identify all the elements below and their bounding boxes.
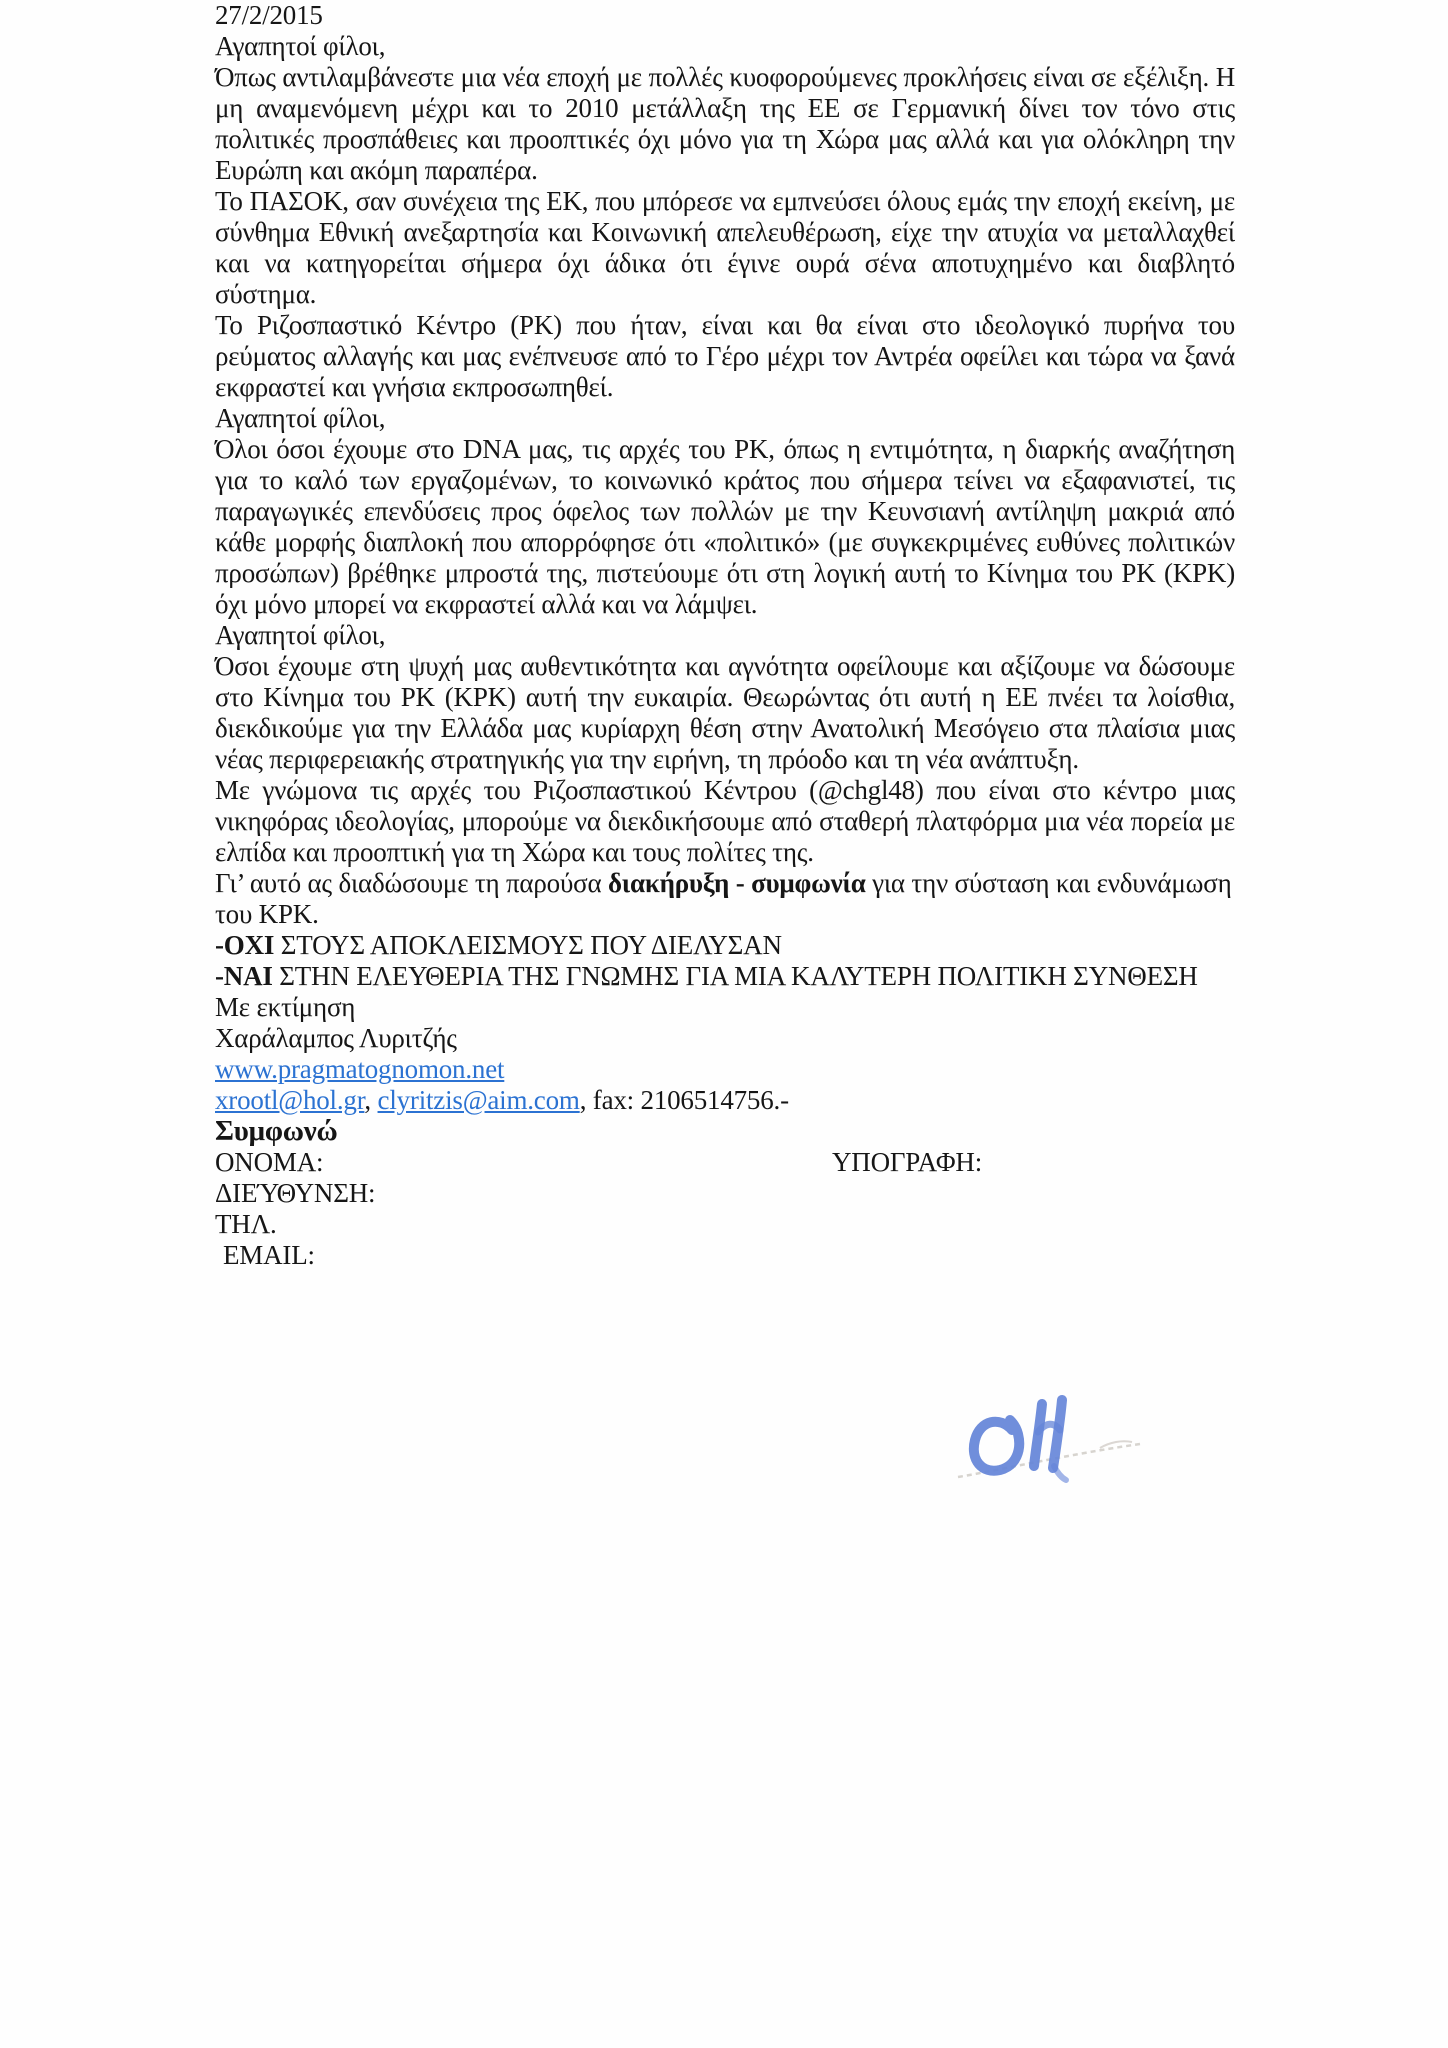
letter-body: [215, 0, 1235, 1271]
salutation-1: Αγαπητοί φίλοι,: [215, 31, 386, 61]
slogan-no-bold: -ΟΧΙ: [215, 930, 275, 960]
email-separator: ,: [364, 1085, 378, 1115]
email-label: EMAIL:: [223, 1240, 315, 1270]
paragraph-1: Όπως αντιλαμβάνεστε μια νέα εποχή με πολλές κυοφορούμενες προκλήσεις είναι σε εξέλιξη. Η μη αναμενόμενη μέχρι και το 2010 μετάλλαξη της ΕΕ σε Γερμανική δίνει τον τόνο στις πολιτικές προσπάθειες και προοπτικές όχι μόνο για τη Χώρα μας αλλά και για ολόκληρη την Ευρώπη και ακόμη παραπέρα.: [215, 62, 1235, 185]
declaration-agreement-bold: διακήρυξη - συμφωνία: [607, 868, 866, 898]
slogan-yes-rest: ΣΤΗΝ ΕΛΕΥΘΕΡΙΑ ΤΗΣ ΓΝΩΜΗΣ ΓΙΑ ΜΙΑ ΚΑΛΥΤΕΡΗ ΠΟΛΙΤΙΚΗ ΣΥΝΘΕΣΗ: [272, 961, 1198, 991]
paragraph-6: Με γνώμονα τις αρχές του Ριζοσπαστικού Κέντρου (@chgl48) που είναι στο κέντρο μιας νικηφόρας ιδεολογίας, μπορούμε να διεκδικήσουμε από σταθερή πλατφόρμα μια νέα πορεία με ελπίδα και προοπτική για τη Χώρα και τους πολίτες της.: [215, 775, 1235, 867]
paragraph-5: Όσοι έχουμε στη ψυχή μας αυθεντικότητα και αγνότητα οφείλουμε και αξίζουμε να δώσουμε στο Κίνημα του ΡΚ (ΚΡΚ) αυτή την ευκαιρία. Θεωρώντας ότι αυτή η ΕΕ πνέει τα λοίσθια, διεκδικούμε για την Ελλάδα μας κυρίαρχη θέση στην Ανατολική Μεσόγειο στα πλαίσια μιας νέας περιφερειακής στρατηγικής για την ειρήνη, τη πρόοδο και τη νέα ανάπτυξη.: [215, 651, 1235, 774]
email-link-2[interactable]: clyritzis@aim.com: [377, 1085, 580, 1115]
paragraph-4: Όλοι όσοι έχουμε στο DNA μας, τις αρχές του ΡΚ, όπως η εντιμότητα, η διαρκής αναζήτηση για το καλό των εργαζομένων, το κοινωνικό κράτος που σήμερα τείνει να εξαφανιστεί, τις παραγωγικές επενδύσεις προς όφελος των πολλών με την Κευνσιανή αντίληψη μακριά από κάθε μορφής διαπλοκή που απορρόφησε ότι «πολιτικό» (με συγκεκριμένες ευθύνες πολιτικών προσώπων) βρέθηκε μπροστά της, πιστεύουμε ότι στη λογική αυτή το Κίνημα του ΡΚ (ΚΡΚ) όχι μόνο μπορεί να εκφραστεί αλλά και να λάμψει.: [215, 434, 1235, 619]
form-row-name: [215, 1147, 1235, 1178]
closing-regards: Με εκτίμηση: [215, 992, 356, 1022]
paragraph-7: [215, 868, 1235, 930]
address-label: ΔΙΕΎΘΥΝΣΗ:: [215, 1178, 376, 1208]
name-label: ΟΝΟΜΑ:: [215, 1147, 324, 1177]
letter-date: 27/2/2015: [215, 0, 323, 30]
website-line: [215, 1054, 1235, 1085]
paragraph-7-text-pre: Γι’ αυτό ας διαδώσουμε τη παρούσα: [215, 868, 608, 898]
slogan-no-rest: ΣΤΟΥΣ ΑΠΟΚΛΕΙΣΜΟΥΣ ΠΟΥ ΔΙΕΛΥΣΑΝ: [274, 930, 782, 960]
phone-label: ΤΗΛ.: [215, 1209, 277, 1239]
email-link-1[interactable]: xrootl@hol.gr: [215, 1085, 365, 1115]
salutation-2: Αγαπητοί φίλοι,: [215, 403, 386, 433]
salutation-3: Αγαπητοί φίλοι,: [215, 620, 386, 650]
paragraph-3: Το Ριζοσπαστικό Κέντρο (ΡΚ) που ήταν, είναι και θα είναι στο ιδεολογικό πυρήνα του ρεύματος αλλαγής και μας ενέπνευσε από το Γέρο μέχρι τον Αντρέα οφείλει και τώρα να ξανά εκφραστεί και γνήσια εκπροσωπηθεί.: [215, 310, 1235, 402]
paragraph-7-text-post: για την σύσταση και ενδυνάμωση του ΚΡΚ.: [215, 868, 1232, 929]
slogan-yes-bold: -ΝΑΙ: [215, 961, 273, 991]
contact-line: [215, 1085, 1235, 1116]
signature-label: ΥΠΟΓΡΑΦΗ:: [832, 1147, 982, 1177]
slogan-no-line: [215, 930, 1235, 961]
agree-heading: Συμφωνώ: [215, 1115, 338, 1147]
signature-scribble-icon: [950, 1382, 1180, 1502]
slogan-yes-line: [215, 961, 1235, 992]
website-link[interactable]: www.pragmatognomon.net: [215, 1054, 505, 1084]
fax-text: , fax: 2106514756.-: [579, 1085, 789, 1115]
signer-name: Χαράλαμπος Λυριτζής: [215, 1023, 457, 1053]
handwritten-signature: [950, 1382, 1180, 1502]
paragraph-2: Το ΠΑΣΟΚ, σαν συνέχεια της ΕΚ, που μπόρεσε να εμπνεύσει όλους εμάς την εποχή εκείνη, με σύνθημα Εθνική ανεξαρτησία και Κοινωνική απελευθέρωση, είχε την ατυχία να μεταλλαχθεί και να κατηγορείται σήμερα όχι άδικα ότι έγινε ουρά σένα αποτυχημένο και διαβλητό σύστημα.: [215, 186, 1235, 309]
